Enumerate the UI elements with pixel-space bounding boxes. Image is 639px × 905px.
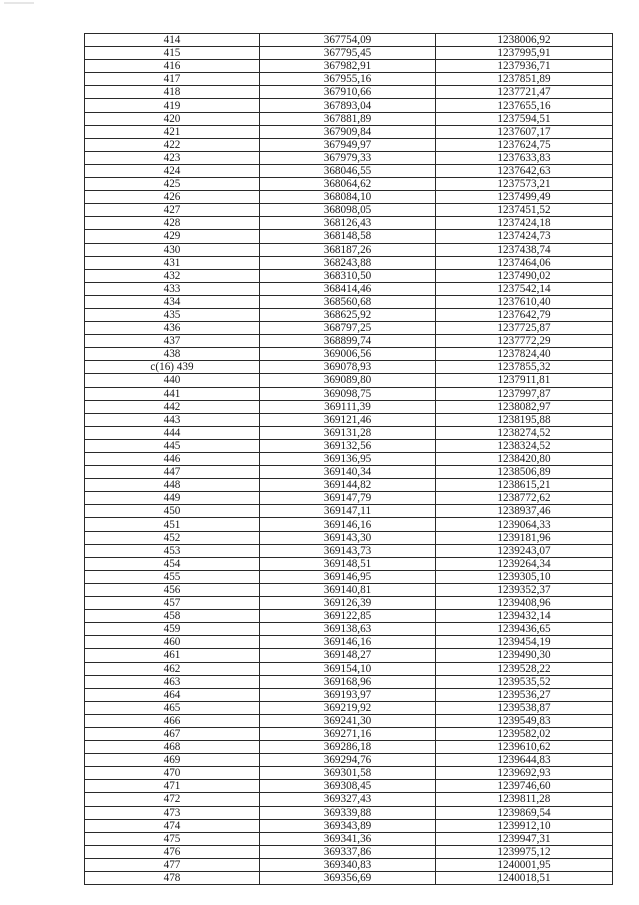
table-row — [85, 662, 613, 675]
table-row — [85, 243, 613, 256]
point-number-cell: 434 — [85, 295, 260, 308]
point-number-cell: 477 — [85, 858, 260, 871]
table-row — [85, 374, 613, 387]
x-coordinate-cell: 369271,16 — [260, 727, 436, 740]
table-row — [85, 426, 613, 439]
x-coordinate-cell: 369337,86 — [260, 845, 436, 858]
y-coordinate-cell: 1237424,18 — [436, 217, 613, 230]
point-number-cell: 417 — [85, 73, 260, 86]
y-coordinate-cell: 1240001,95 — [436, 858, 613, 871]
point-number-cell: 435 — [85, 308, 260, 321]
x-coordinate-cell: 367955,16 — [260, 73, 436, 86]
y-coordinate-cell: 1237936,71 — [436, 60, 613, 73]
table-row — [85, 335, 613, 348]
x-coordinate-cell: 368243,88 — [260, 256, 436, 269]
point-number-cell: 459 — [85, 623, 260, 636]
x-coordinate-cell: 369294,76 — [260, 754, 436, 767]
y-coordinate-cell: 1239811,28 — [436, 793, 613, 806]
y-coordinate-cell: 1239432,14 — [436, 610, 613, 623]
y-coordinate-cell: 1239582,02 — [436, 727, 613, 740]
table-row — [85, 793, 613, 806]
x-coordinate-cell: 369193,97 — [260, 688, 436, 701]
point-number-cell: 463 — [85, 675, 260, 688]
point-number-cell: 475 — [85, 832, 260, 845]
y-coordinate-cell: 1237911,81 — [436, 374, 613, 387]
point-number-cell: 437 — [85, 335, 260, 348]
y-coordinate-cell: 1239528,22 — [436, 662, 613, 675]
point-number-cell: c(16) 439 — [85, 361, 260, 374]
table-row — [85, 505, 613, 518]
y-coordinate-cell: 1237851,89 — [436, 73, 613, 86]
x-coordinate-cell: 367979,33 — [260, 151, 436, 164]
point-number-cell: 429 — [85, 230, 260, 243]
table-row — [85, 570, 613, 583]
y-coordinate-cell: 1238006,92 — [436, 34, 613, 47]
x-coordinate-cell: 369301,58 — [260, 767, 436, 780]
point-number-cell: 456 — [85, 583, 260, 596]
point-number-cell: 438 — [85, 348, 260, 361]
table-row — [85, 727, 613, 740]
y-coordinate-cell: 1239264,34 — [436, 557, 613, 570]
table-row — [85, 112, 613, 125]
x-coordinate-cell: 369143,73 — [260, 544, 436, 557]
table-row — [85, 191, 613, 204]
x-coordinate-cell: 369148,27 — [260, 649, 436, 662]
y-coordinate-cell: 1238937,46 — [436, 505, 613, 518]
y-coordinate-cell: 1237633,83 — [436, 151, 613, 164]
point-number-cell: 474 — [85, 819, 260, 832]
point-number-cell: 470 — [85, 767, 260, 780]
x-coordinate-cell: 369241,30 — [260, 714, 436, 727]
y-coordinate-cell: 1237542,14 — [436, 282, 613, 295]
y-coordinate-cell: 1238274,52 — [436, 426, 613, 439]
x-coordinate-cell: 368098,05 — [260, 204, 436, 217]
y-coordinate-cell: 1237772,29 — [436, 335, 613, 348]
x-coordinate-cell: 368148,58 — [260, 230, 436, 243]
x-coordinate-cell: 367982,91 — [260, 60, 436, 73]
y-coordinate-cell: 1238082,97 — [436, 400, 613, 413]
x-coordinate-cell: 368797,25 — [260, 322, 436, 335]
table-row — [85, 466, 613, 479]
y-coordinate-cell: 1239538,87 — [436, 701, 613, 714]
y-coordinate-cell: 1237642,63 — [436, 164, 613, 177]
point-number-cell: 415 — [85, 47, 260, 60]
x-coordinate-cell: 369308,45 — [260, 780, 436, 793]
x-coordinate-cell: 367893,04 — [260, 99, 436, 112]
x-coordinate-cell: 369140,34 — [260, 466, 436, 479]
point-number-cell: 444 — [85, 426, 260, 439]
x-coordinate-cell: 369339,88 — [260, 806, 436, 819]
point-number-cell: 455 — [85, 570, 260, 583]
table-row — [85, 557, 613, 570]
table-row — [85, 675, 613, 688]
point-number-cell: 450 — [85, 505, 260, 518]
y-coordinate-cell: 1240018,51 — [436, 872, 613, 885]
y-coordinate-cell: 1237490,02 — [436, 269, 613, 282]
x-coordinate-cell: 369098,75 — [260, 387, 436, 400]
table-row — [85, 361, 613, 374]
table-row — [85, 217, 613, 230]
y-coordinate-cell: 1239975,12 — [436, 845, 613, 858]
y-coordinate-cell: 1238772,62 — [436, 492, 613, 505]
point-number-cell: 427 — [85, 204, 260, 217]
point-number-cell: 442 — [85, 400, 260, 413]
table-row — [85, 322, 613, 335]
table-row — [85, 99, 613, 112]
y-coordinate-cell: 1238615,21 — [436, 479, 613, 492]
table-row — [85, 806, 613, 819]
y-coordinate-cell: 1237573,21 — [436, 178, 613, 191]
x-coordinate-cell: 369132,56 — [260, 439, 436, 452]
point-number-cell: 466 — [85, 714, 260, 727]
point-number-cell: 419 — [85, 99, 260, 112]
point-number-cell: 425 — [85, 178, 260, 191]
y-coordinate-cell: 1237607,17 — [436, 125, 613, 138]
y-coordinate-cell: 1238324,52 — [436, 439, 613, 452]
x-coordinate-cell: 368310,50 — [260, 269, 436, 282]
point-number-cell: 448 — [85, 479, 260, 492]
x-coordinate-cell: 368187,26 — [260, 243, 436, 256]
table-row — [85, 858, 613, 871]
point-number-cell: 422 — [85, 138, 260, 151]
table-row — [85, 34, 613, 47]
x-coordinate-cell: 369146,16 — [260, 636, 436, 649]
point-number-cell: 462 — [85, 662, 260, 675]
y-coordinate-cell: 1237624,75 — [436, 138, 613, 151]
table-row — [85, 60, 613, 73]
x-coordinate-cell: 367910,66 — [260, 86, 436, 99]
y-coordinate-cell: 1239454,19 — [436, 636, 613, 649]
y-coordinate-cell: 1239610,62 — [436, 741, 613, 754]
table-row — [85, 845, 613, 858]
table-row — [85, 164, 613, 177]
table-row — [85, 47, 613, 60]
y-coordinate-cell: 1239549,83 — [436, 714, 613, 727]
point-number-cell: 465 — [85, 701, 260, 714]
x-coordinate-cell: 367881,89 — [260, 112, 436, 125]
point-number-cell: 416 — [85, 60, 260, 73]
x-coordinate-cell: 369327,43 — [260, 793, 436, 806]
point-number-cell: 471 — [85, 780, 260, 793]
point-number-cell: 447 — [85, 466, 260, 479]
point-number-cell: 467 — [85, 727, 260, 740]
x-coordinate-cell: 368625,92 — [260, 308, 436, 321]
x-coordinate-cell: 368414,46 — [260, 282, 436, 295]
y-coordinate-cell: 1239305,10 — [436, 570, 613, 583]
x-coordinate-cell: 369089,80 — [260, 374, 436, 387]
table-row — [85, 872, 613, 885]
y-coordinate-cell: 1237725,87 — [436, 322, 613, 335]
x-coordinate-cell: 369341,36 — [260, 832, 436, 845]
y-coordinate-cell: 1239243,07 — [436, 544, 613, 557]
point-number-cell: 441 — [85, 387, 260, 400]
x-coordinate-cell: 369356,69 — [260, 872, 436, 885]
x-coordinate-cell: 369006,56 — [260, 348, 436, 361]
point-number-cell: 473 — [85, 806, 260, 819]
x-coordinate-cell: 367949,97 — [260, 138, 436, 151]
point-number-cell: 469 — [85, 754, 260, 767]
table-row — [85, 623, 613, 636]
y-coordinate-cell: 1239912,10 — [436, 819, 613, 832]
x-coordinate-cell: 369111,39 — [260, 400, 436, 413]
y-coordinate-cell: 1239746,60 — [436, 780, 613, 793]
table-row — [85, 518, 613, 531]
y-coordinate-cell: 1239436,65 — [436, 623, 613, 636]
table-row — [85, 780, 613, 793]
table-row — [85, 767, 613, 780]
table-row — [85, 151, 613, 164]
y-coordinate-cell: 1239408,96 — [436, 597, 613, 610]
x-coordinate-cell: 367909,84 — [260, 125, 436, 138]
table-row — [85, 308, 613, 321]
y-coordinate-cell: 1238195,88 — [436, 413, 613, 426]
x-coordinate-cell: 369126,39 — [260, 597, 436, 610]
point-number-cell: 428 — [85, 217, 260, 230]
table-row — [85, 544, 613, 557]
point-number-cell: 476 — [85, 845, 260, 858]
y-coordinate-cell: 1237995,91 — [436, 47, 613, 60]
y-coordinate-cell: 1239869,54 — [436, 806, 613, 819]
table-row — [85, 125, 613, 138]
y-coordinate-cell: 1237499,49 — [436, 191, 613, 204]
x-coordinate-cell: 369121,46 — [260, 413, 436, 426]
point-number-cell: 460 — [85, 636, 260, 649]
table-row — [85, 610, 613, 623]
table-row — [85, 73, 613, 86]
table-row — [85, 269, 613, 282]
x-coordinate-cell: 368064,62 — [260, 178, 436, 191]
point-number-cell: 432 — [85, 269, 260, 282]
y-coordinate-cell: 1237721,47 — [436, 86, 613, 99]
point-number-cell: 443 — [85, 413, 260, 426]
table-row — [85, 439, 613, 452]
table-row — [85, 583, 613, 596]
table-row — [85, 387, 613, 400]
point-number-cell: 436 — [85, 322, 260, 335]
y-coordinate-cell: 1237610,40 — [436, 295, 613, 308]
y-coordinate-cell: 1239947,31 — [436, 832, 613, 845]
table-row — [85, 479, 613, 492]
point-number-cell: 431 — [85, 256, 260, 269]
x-coordinate-cell: 368046,55 — [260, 164, 436, 177]
y-coordinate-cell: 1237855,32 — [436, 361, 613, 374]
y-coordinate-cell: 1237594,51 — [436, 112, 613, 125]
table-row — [85, 819, 613, 832]
table-row — [85, 714, 613, 727]
y-coordinate-cell: 1239535,52 — [436, 675, 613, 688]
y-coordinate-cell: 1237642,79 — [436, 308, 613, 321]
table-row — [85, 348, 613, 361]
y-coordinate-cell: 1238506,89 — [436, 466, 613, 479]
point-number-cell: 424 — [85, 164, 260, 177]
point-number-cell: 454 — [85, 557, 260, 570]
x-coordinate-cell: 369343,89 — [260, 819, 436, 832]
point-number-cell: 420 — [85, 112, 260, 125]
x-coordinate-cell: 368084,10 — [260, 191, 436, 204]
x-coordinate-cell: 369154,10 — [260, 662, 436, 675]
table-row — [85, 256, 613, 269]
table-row — [85, 178, 613, 191]
x-coordinate-cell: 369136,95 — [260, 453, 436, 466]
table-row — [85, 754, 613, 767]
table-row — [85, 832, 613, 845]
x-coordinate-cell: 367754,09 — [260, 34, 436, 47]
x-coordinate-cell: 369122,85 — [260, 610, 436, 623]
y-coordinate-cell: 1239692,93 — [436, 767, 613, 780]
point-number-cell: 457 — [85, 597, 260, 610]
point-number-cell: 421 — [85, 125, 260, 138]
point-number-cell: 453 — [85, 544, 260, 557]
coordinates-table-body — [85, 34, 613, 885]
point-number-cell: 472 — [85, 793, 260, 806]
y-coordinate-cell: 1237655,16 — [436, 99, 613, 112]
x-coordinate-cell: 367795,45 — [260, 47, 436, 60]
table-row — [85, 492, 613, 505]
table-row — [85, 741, 613, 754]
table-row — [85, 688, 613, 701]
point-number-cell: 461 — [85, 649, 260, 662]
y-coordinate-cell: 1239536,27 — [436, 688, 613, 701]
x-coordinate-cell: 369340,83 — [260, 858, 436, 871]
table-row — [85, 204, 613, 217]
point-number-cell: 478 — [85, 872, 260, 885]
table-row — [85, 531, 613, 544]
x-coordinate-cell: 369147,79 — [260, 492, 436, 505]
y-coordinate-cell: 1239181,96 — [436, 531, 613, 544]
x-coordinate-cell: 369286,18 — [260, 741, 436, 754]
point-number-cell: 445 — [85, 439, 260, 452]
point-number-cell: 458 — [85, 610, 260, 623]
table-row — [85, 282, 613, 295]
table-row — [85, 597, 613, 610]
coordinates-table-wrapper — [84, 33, 609, 885]
y-coordinate-cell: 1239352,37 — [436, 583, 613, 596]
x-coordinate-cell: 369146,16 — [260, 518, 436, 531]
table-row — [85, 701, 613, 714]
x-coordinate-cell: 369148,51 — [260, 557, 436, 570]
table-row — [85, 86, 613, 99]
y-coordinate-cell: 1239644,83 — [436, 754, 613, 767]
point-number-cell: 451 — [85, 518, 260, 531]
scan-artifact — [4, 2, 34, 4]
x-coordinate-cell: 369140,81 — [260, 583, 436, 596]
table-row — [85, 400, 613, 413]
table-row — [85, 453, 613, 466]
point-number-cell: 446 — [85, 453, 260, 466]
y-coordinate-cell: 1237424,73 — [436, 230, 613, 243]
point-number-cell: 433 — [85, 282, 260, 295]
x-coordinate-cell: 369143,30 — [260, 531, 436, 544]
y-coordinate-cell: 1237824,40 — [436, 348, 613, 361]
point-number-cell: 418 — [85, 86, 260, 99]
point-number-cell: 423 — [85, 151, 260, 164]
x-coordinate-cell: 369146,95 — [260, 570, 436, 583]
x-coordinate-cell: 368899,74 — [260, 335, 436, 348]
y-coordinate-cell: 1239064,33 — [436, 518, 613, 531]
y-coordinate-cell: 1238420,80 — [436, 453, 613, 466]
x-coordinate-cell: 369144,82 — [260, 479, 436, 492]
coordinates-table — [84, 33, 613, 885]
point-number-cell: 440 — [85, 374, 260, 387]
x-coordinate-cell: 369147,11 — [260, 505, 436, 518]
table-row — [85, 649, 613, 662]
point-number-cell: 452 — [85, 531, 260, 544]
point-number-cell: 464 — [85, 688, 260, 701]
y-coordinate-cell: 1237438,74 — [436, 243, 613, 256]
point-number-cell: 414 — [85, 34, 260, 47]
y-coordinate-cell: 1237997,87 — [436, 387, 613, 400]
y-coordinate-cell: 1237464,06 — [436, 256, 613, 269]
point-number-cell: 449 — [85, 492, 260, 505]
x-coordinate-cell: 368126,43 — [260, 217, 436, 230]
table-row — [85, 230, 613, 243]
table-row — [85, 295, 613, 308]
x-coordinate-cell: 369078,93 — [260, 361, 436, 374]
point-number-cell: 430 — [85, 243, 260, 256]
point-number-cell: 426 — [85, 191, 260, 204]
table-row — [85, 413, 613, 426]
x-coordinate-cell: 368560,68 — [260, 295, 436, 308]
table-row — [85, 636, 613, 649]
point-number-cell: 468 — [85, 741, 260, 754]
y-coordinate-cell: 1237451,52 — [436, 204, 613, 217]
y-coordinate-cell: 1239490,30 — [436, 649, 613, 662]
table-row — [85, 138, 613, 151]
x-coordinate-cell: 369168,96 — [260, 675, 436, 688]
x-coordinate-cell: 369131,28 — [260, 426, 436, 439]
x-coordinate-cell: 369219,92 — [260, 701, 436, 714]
x-coordinate-cell: 369138,63 — [260, 623, 436, 636]
